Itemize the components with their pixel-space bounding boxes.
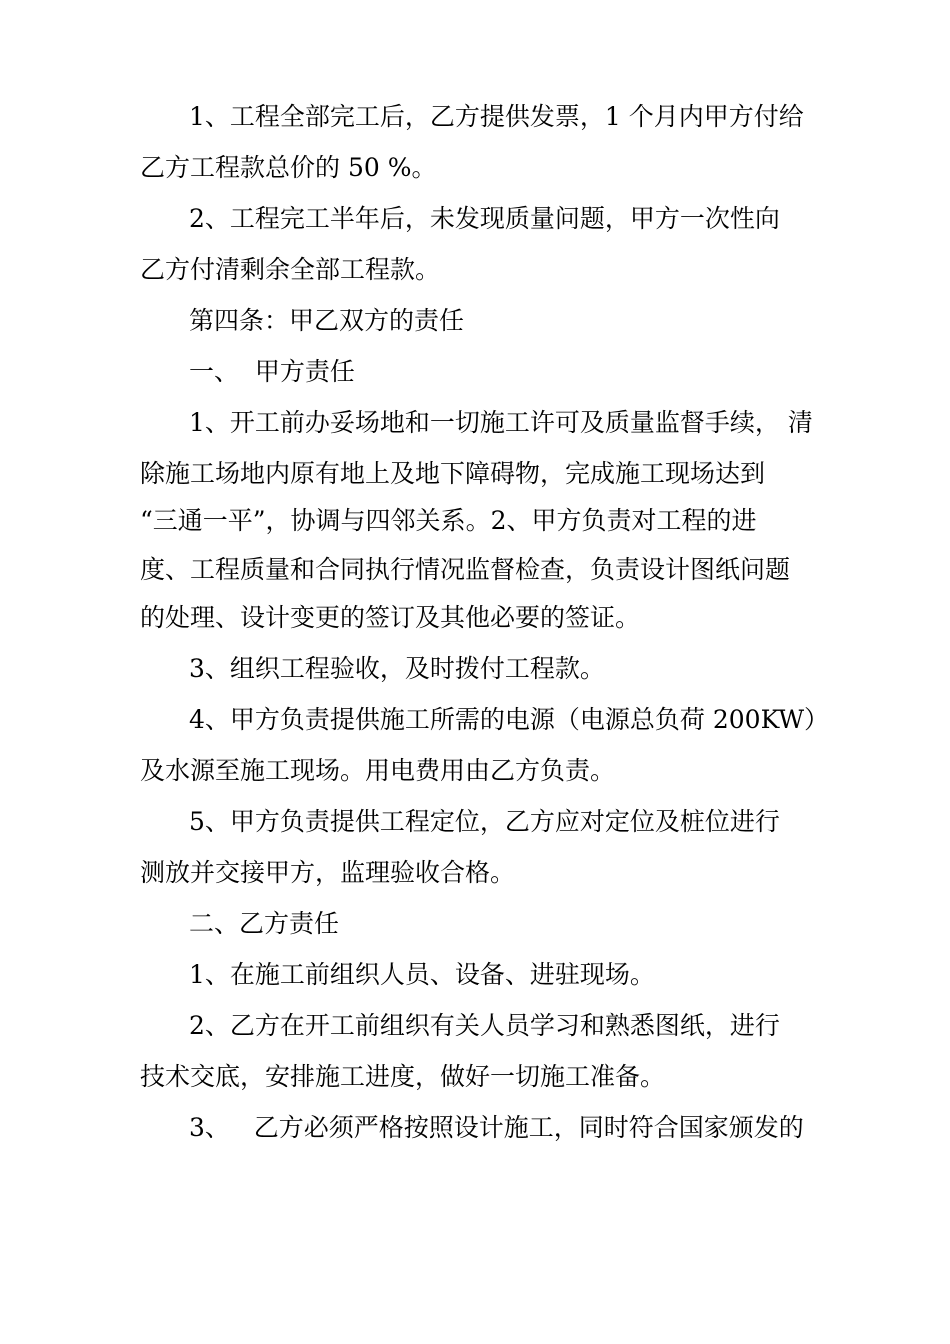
- text-line: 1、工程全部完工后，乙方提供发票，1 个月内甲方付给: [189, 102, 804, 131]
- subsection-heading: 二、乙方责任: [189, 909, 340, 938]
- text-line: 2、工程完工半年后，未发现质量问题，甲方一次性向: [189, 204, 780, 233]
- text-line: 乙方工程款总价的 50 %。: [140, 153, 437, 182]
- text-line: 度、工程质量和合同执行情况监督检查，负责设计图纸问题: [140, 555, 791, 584]
- text-line: 4、甲方负责提供施工所需的电源（电源总负荷 200KW）: [189, 705, 830, 734]
- text-line: 及水源至施工现场。用电费用由乙方负责。: [140, 756, 616, 785]
- text-line: 3、 乙方必须严格按照设计施工，同时符合国家颁发的: [189, 1113, 804, 1142]
- text-line: 的处理、设计变更的签订及其他必要的签证。: [140, 603, 641, 632]
- text-line: 测放并交接甲方，监理验收合格。: [140, 858, 516, 887]
- text-line: 除施工场地内原有地上及地下障碍物，完成施工现场达到: [140, 459, 766, 488]
- text-line: 技术交底，安排施工进度，做好一切施工准备。: [140, 1062, 666, 1091]
- text-line: 5、甲方负责提供工程定位，乙方应对定位及桩位进行: [189, 807, 780, 836]
- text-line: 2、乙方在开工前组织有关人员学习和熟悉图纸，进行: [189, 1011, 780, 1040]
- section-heading: 第四条：甲乙双方的责任: [189, 306, 465, 335]
- text-line: 乙方付清剩余全部工程款。: [140, 255, 441, 284]
- text-line: 3、组织工程验收，及时拨付工程款。: [189, 654, 605, 683]
- subsection-heading: 一、 甲方责任: [189, 357, 355, 386]
- text-line: 1、在施工前组织人员、设备、进驻现场。: [189, 960, 655, 989]
- text-line: 1、开工前办妥场地和一切施工许可及质量监督手续， 清: [189, 408, 813, 437]
- text-line: “三通一平”，协调与四邻关系。2、甲方负责对工程的进: [140, 506, 757, 535]
